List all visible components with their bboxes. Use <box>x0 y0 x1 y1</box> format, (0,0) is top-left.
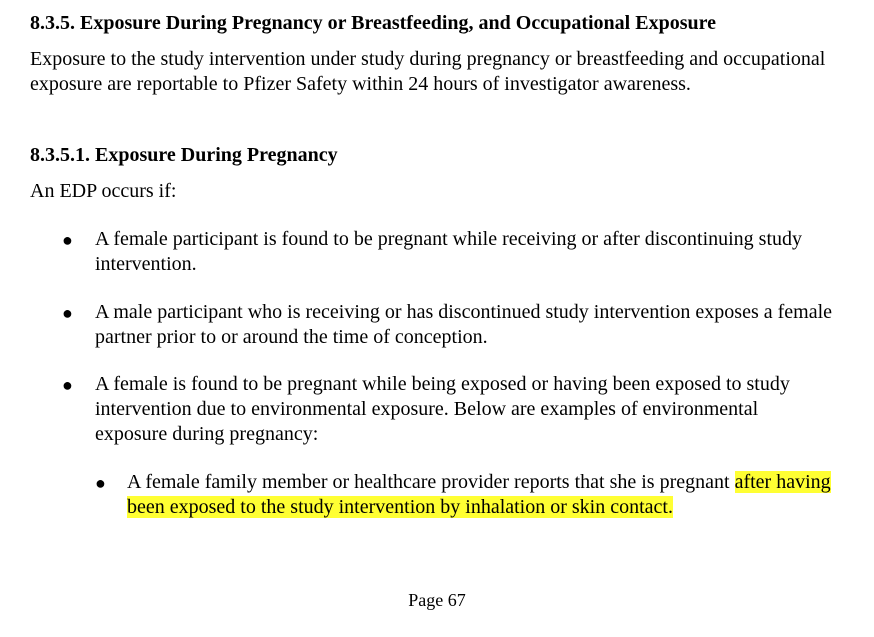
sub-list-item-text: A female family member or healthcare provider reports that she is pregnant <box>127 471 735 493</box>
bullet-marker: ● <box>62 375 73 395</box>
highlighted-text: after having been exposed to the study intervention by inhalation or skin contact. <box>127 471 831 518</box>
subsection-intro: An EDP occurs if: <box>30 180 177 202</box>
bullet-marker: ● <box>62 230 73 250</box>
list-item: A female participant is found to be pregnant while receiving or after discontinuing study intervention. <box>95 228 803 275</box>
list-item: A female is found to be pregnant while being exposed or having been exposed to study intervention due to environmental exposure. Below are examples of environmental exposure during pregnancy: <box>95 373 790 445</box>
section-heading: 8.3.5. Exposure During Pregnancy or Breastfeeding, and Occupational Exposure <box>30 12 716 34</box>
subsection-heading: 8.3.5.1. Exposure During Pregnancy <box>30 144 338 166</box>
sub-list-item <box>127 470 847 520</box>
list-item: A male participant who is receiving or has discontinued study intervention exposes a female partner prior to or around the time of conception. <box>95 301 833 348</box>
sub-bullet-marker: ● <box>95 473 106 493</box>
section-body: Exposure to the study intervention under study during pregnancy or breastfeeding and occupational exposure are reportable to Pfizer Safety within 24 hours of investigator awareness. <box>30 48 826 95</box>
bullet-marker: ● <box>62 303 73 323</box>
page-number: Page 67 <box>408 590 466 610</box>
